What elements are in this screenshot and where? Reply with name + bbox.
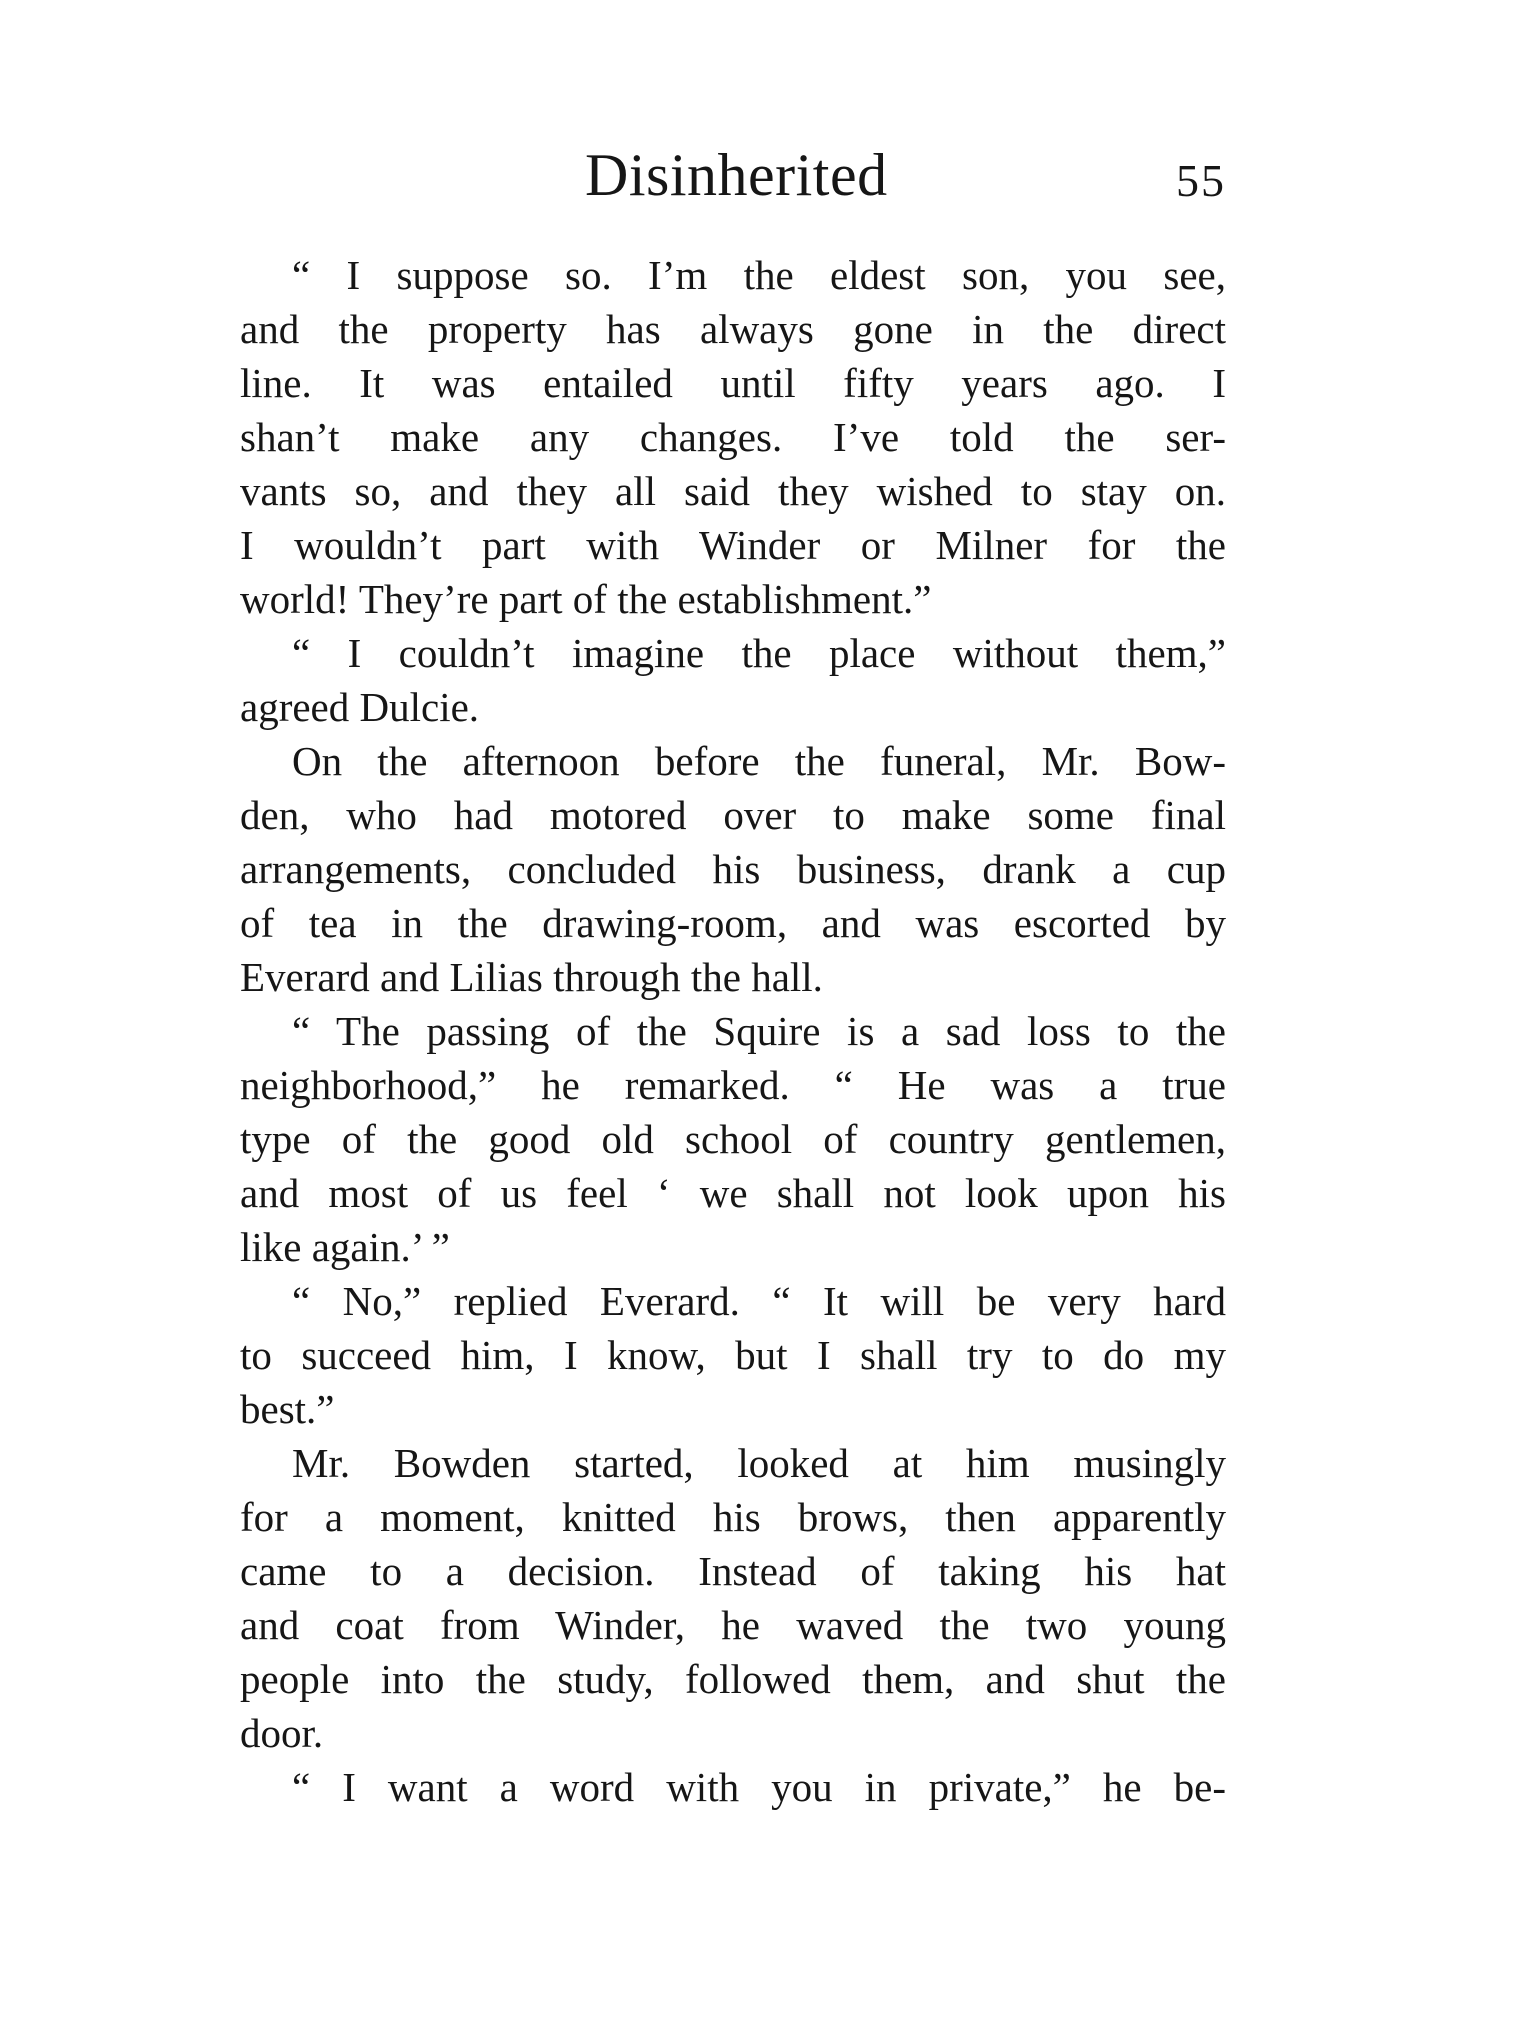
text-line: door. <box>240 1710 324 1756</box>
text-line: like again.’ ” <box>240 1224 450 1270</box>
text-line: and most of us feel ‘ we shall not look upon his <box>240 1170 1226 1216</box>
text-line: Everard and Lilias through the hall. <box>240 954 823 1000</box>
text-line: arrangements, concluded his business, drank a cup <box>240 846 1226 892</box>
text-line: “ I want a word with you in private,” he be- <box>292 1764 1226 1810</box>
text-line: On the afternoon before the funeral, Mr. Bow- <box>292 738 1226 784</box>
text-line: world! They’re part of the establishment.” <box>240 576 932 622</box>
text-line: came to a decision. Instead of taking his hat <box>240 1548 1226 1594</box>
text-line: and coat from Winder, he waved the two young <box>240 1602 1226 1648</box>
text-line: “ I couldn’t imagine the place without them,” <box>292 630 1226 676</box>
text-line: of tea in the drawing-room, and was escorted by <box>240 900 1226 946</box>
text-line: people into the study, followed them, and shut the <box>240 1656 1226 1702</box>
text-line: type of the good old school of country gentlemen, <box>240 1116 1226 1162</box>
text-line: neighborhood,” he remarked. “ He was a true <box>240 1062 1226 1108</box>
text-line: “ No,” replied Everard. “ It will be very hard <box>292 1278 1226 1324</box>
text-line: to succeed him, I know, but I shall try to do my <box>240 1332 1226 1378</box>
text-line: best.” <box>240 1386 335 1432</box>
text-line: Mr. Bowden started, looked at him musingly <box>292 1440 1226 1486</box>
text-line: agreed Dulcie. <box>240 684 480 730</box>
text-line: “ The passing of the Squire is a sad loss to the <box>292 1008 1226 1054</box>
text-line: den, who had motored over to make some final <box>240 792 1226 838</box>
body-text <box>240 248 1226 1814</box>
text-line: “ I suppose so. I’m the eldest son, you see, <box>292 252 1226 298</box>
text-line: and the property has always gone in the direct <box>240 306 1226 352</box>
page-header <box>240 135 1226 215</box>
text-line: for a moment, knitted his brows, then apparently <box>240 1494 1226 1540</box>
running-title: Disinherited <box>585 142 888 208</box>
text-line: line. It was entailed until fifty years ago. I <box>240 360 1226 406</box>
text-line: I wouldn’t part with Winder or Milner for the <box>240 522 1226 568</box>
page-number: 55 <box>1176 155 1226 206</box>
text-line: vants so, and they all said they wished to stay on. <box>240 468 1226 514</box>
text-line: shan’t make any changes. I’ve told the ser- <box>240 414 1226 460</box>
